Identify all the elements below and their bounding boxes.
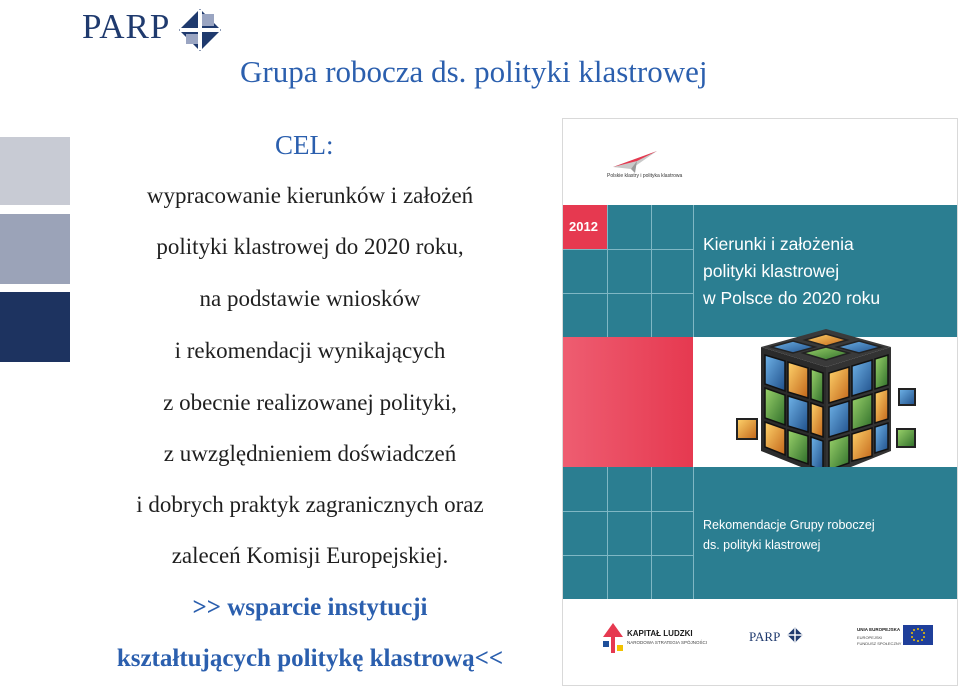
eu-flag-icon	[903, 625, 933, 645]
eu-line-1: UNIA EUROPEJSKA	[857, 627, 901, 632]
eu-line-3: FUNDUSZ SPOŁECZNY	[857, 641, 902, 646]
cover-title	[703, 231, 943, 312]
goal-line: zaleceń Komisji Europejskiej.	[171, 543, 449, 568]
cover-grid-line	[693, 205, 694, 337]
goal-line: i dobrych praktyk zagranicznych oraz	[136, 492, 484, 517]
cover-subtitle-line: ds. polityki klastrowej	[703, 538, 821, 552]
cover-subtitle-line: Rekomendacje Grupy roboczej	[703, 518, 875, 532]
goal-line: z uwzględnieniem doświadczeń	[163, 441, 457, 466]
cover-grid-line	[693, 467, 694, 599]
kapital-ludzki-star-icon	[603, 623, 623, 653]
cover-grid-line	[607, 467, 608, 599]
cover-parp-text: PARP	[749, 629, 781, 644]
highlight-line: >> wsparcie instytucji	[192, 594, 428, 621]
cover-grid-line	[607, 205, 608, 337]
paper-plane-icon	[607, 147, 663, 175]
report-cover	[562, 118, 958, 686]
eu-line-2: EUROPEJSKI	[857, 635, 883, 640]
highlight-line: kształtujących politykę klastrową<<	[116, 645, 504, 672]
cover-title-line: polityki klastrowej	[703, 261, 840, 281]
decor-square-dark	[0, 292, 70, 362]
cover-year: 2012	[569, 219, 598, 234]
kl-logo-name: KAPITAŁ LUDZKI	[627, 629, 693, 638]
cover-small-logo-text: Polskie klastry i polityka klastrowa	[607, 173, 683, 179]
cover-footer	[563, 599, 957, 685]
kl-logo-sub: NARODOWA STRATEGIA SPÓJNOŚCI	[627, 640, 708, 645]
cover-title-line: w Polsce do 2020 roku	[703, 288, 881, 308]
goal-line: z obecnie realizowanej polityki,	[163, 390, 457, 415]
cover-red-block	[563, 337, 693, 467]
cover-parp-diamond-icon	[787, 627, 803, 643]
cover-grid-line	[651, 467, 652, 599]
goal-label: CEL:	[275, 130, 334, 160]
decor-square-light	[0, 137, 70, 205]
page-title: Grupa robocza ds. polityki klastrowej	[240, 54, 708, 89]
goal-line: i rekomendacji wynikających	[174, 338, 446, 363]
cover-grid-line	[563, 249, 693, 250]
goal-line: wypracowanie kierunków i założeń	[146, 183, 474, 208]
cover-grid-line	[563, 293, 693, 294]
goal-line: polityki klastrowej do 2020 roku,	[156, 234, 464, 259]
logo-text: PARP	[82, 7, 171, 46]
parp-logo	[82, 8, 232, 50]
goal-line: na podstawie wniosków	[199, 286, 421, 311]
cover-grid-line	[563, 555, 693, 556]
cover-grid-line	[651, 205, 652, 337]
cover-subtitle	[703, 515, 943, 555]
cover-title-line: Kierunki i założenia	[703, 234, 854, 254]
cover-grid-line	[563, 511, 693, 512]
parp-diamond-icon	[178, 8, 222, 52]
cube-illustration	[731, 329, 921, 479]
decor-square-mid	[0, 214, 70, 284]
